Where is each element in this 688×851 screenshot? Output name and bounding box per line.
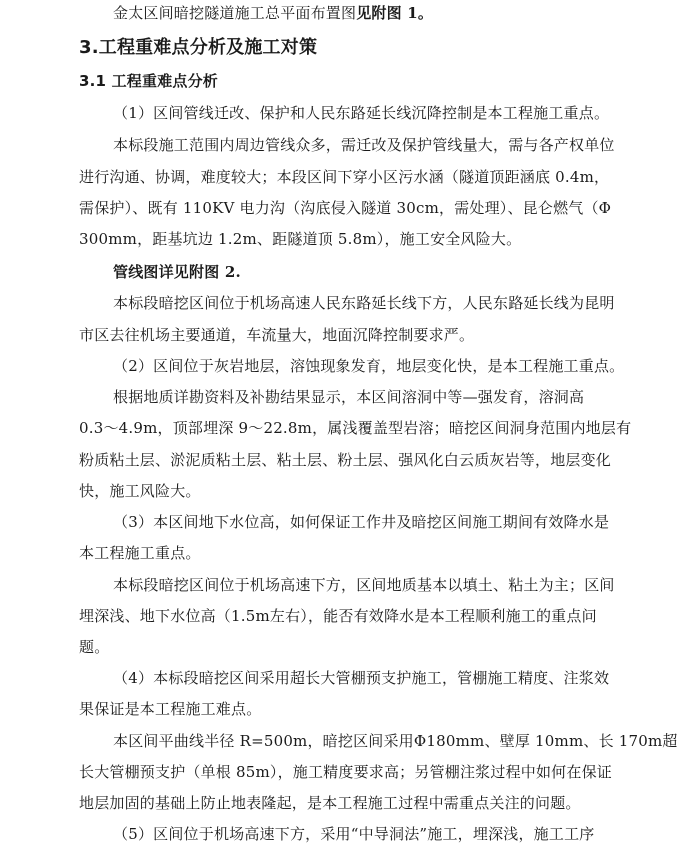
paragraph-line: 本标段暗挖区间位于机场高速下方，区间地质基本以填土、粘土为主；区间: [113, 576, 615, 594]
paragraph-line: 根据地质详勘资料及补勘结果显示，本区间溶洞中等—强发育，溶洞高: [113, 388, 585, 406]
intro-line: [113, 3, 433, 23]
section-heading: 3.工程重难点分析及施工对策: [79, 37, 318, 58]
paragraph-line: 粉质粘土层、淤泥质粘土层、粘土层、粉土层、强风化白云质灰岩等，地层变化: [79, 451, 612, 469]
figure-reference: 管线图详见附图 2.: [113, 263, 241, 281]
paragraph-line: 0.3～4.9m，顶部埋深 9～22.8m，属浅覆盖型岩溶；暗挖区间洞身范围内地层有: [79, 419, 632, 437]
paragraph-line: 需保护）、既有 110KV 电力沟（沟底侵入隧道 30cm，需处理）、昆仑燃气（Φ: [79, 199, 612, 217]
paragraph-line: （2）区间位于灰岩地层，溶蚀现象发育，地层变化快，是本工程施工重点。: [113, 357, 625, 375]
paragraph-line: 地层加固的基础上防止地表隆起，是本工程施工过程中需重点关注的问题。: [79, 794, 581, 812]
paragraph-line: 300mm，距基坑边 1.2m、距隧道顶 5.8m），施工安全风险大。: [79, 230, 522, 248]
intro-line-text: 金太区间暗挖隧道施工总平面布置图: [113, 4, 357, 22]
paragraph-line: （5）区间位于机场高速下方，采用“中导洞法”施工，埋深浅，施工工序: [113, 825, 595, 843]
paragraph-line: 本标段施工范围内周边管线众多，需迁改及保护管线量大，需与各产权单位: [113, 136, 615, 154]
subsection-heading: 3.1 工程重难点分析: [79, 72, 218, 90]
paragraph-line: 市区去往机场主要通道，车流量大，地面沉降控制要求严。: [79, 326, 475, 344]
paragraph-line: （1）区间管线迁改、保护和人民东路延长线沉降控制是本工程施工重点。: [113, 104, 610, 122]
paragraph-line: 果保证是本工程施工难点。: [79, 700, 262, 718]
paragraph-line: 题。: [79, 638, 110, 656]
paragraph-line: （3）本区间地下水位高，如何保证工作井及暗挖区间施工期间有效降水是: [113, 513, 610, 531]
paragraph-line: 进行沟通、协调，难度较大；本段区间下穿小区污水涵（隧道顶距涵底 0.4m，: [79, 168, 610, 186]
intro-line-bold: 见附图 1。: [356, 4, 434, 22]
paragraph-line: 本区间平曲线半径 R=500m，暗挖区间采用Φ180mm、壁厚 10mm、长 170m超: [113, 732, 678, 750]
paragraph-line: 长大管棚预支护（单根 85m），施工精度要求高；另管棚注浆过程中如何在保证: [79, 763, 612, 781]
paragraph-line: （4）本标段暗挖区间采用超长大管棚预支护施工，管棚施工精度、注浆效: [113, 669, 610, 687]
paragraph-line: 埋深浅、地下水位高（1.5m左右），能否有效降水是本工程顺利施工的重点问: [79, 607, 597, 625]
paragraph-line: 快，施工风险大。: [79, 482, 201, 500]
paragraph-line: 本标段暗挖区间位于机场高速人民东路延长线下方，人民东路延长线为昆明: [113, 294, 615, 312]
paragraph-line: 本工程施工重点。: [79, 544, 201, 562]
